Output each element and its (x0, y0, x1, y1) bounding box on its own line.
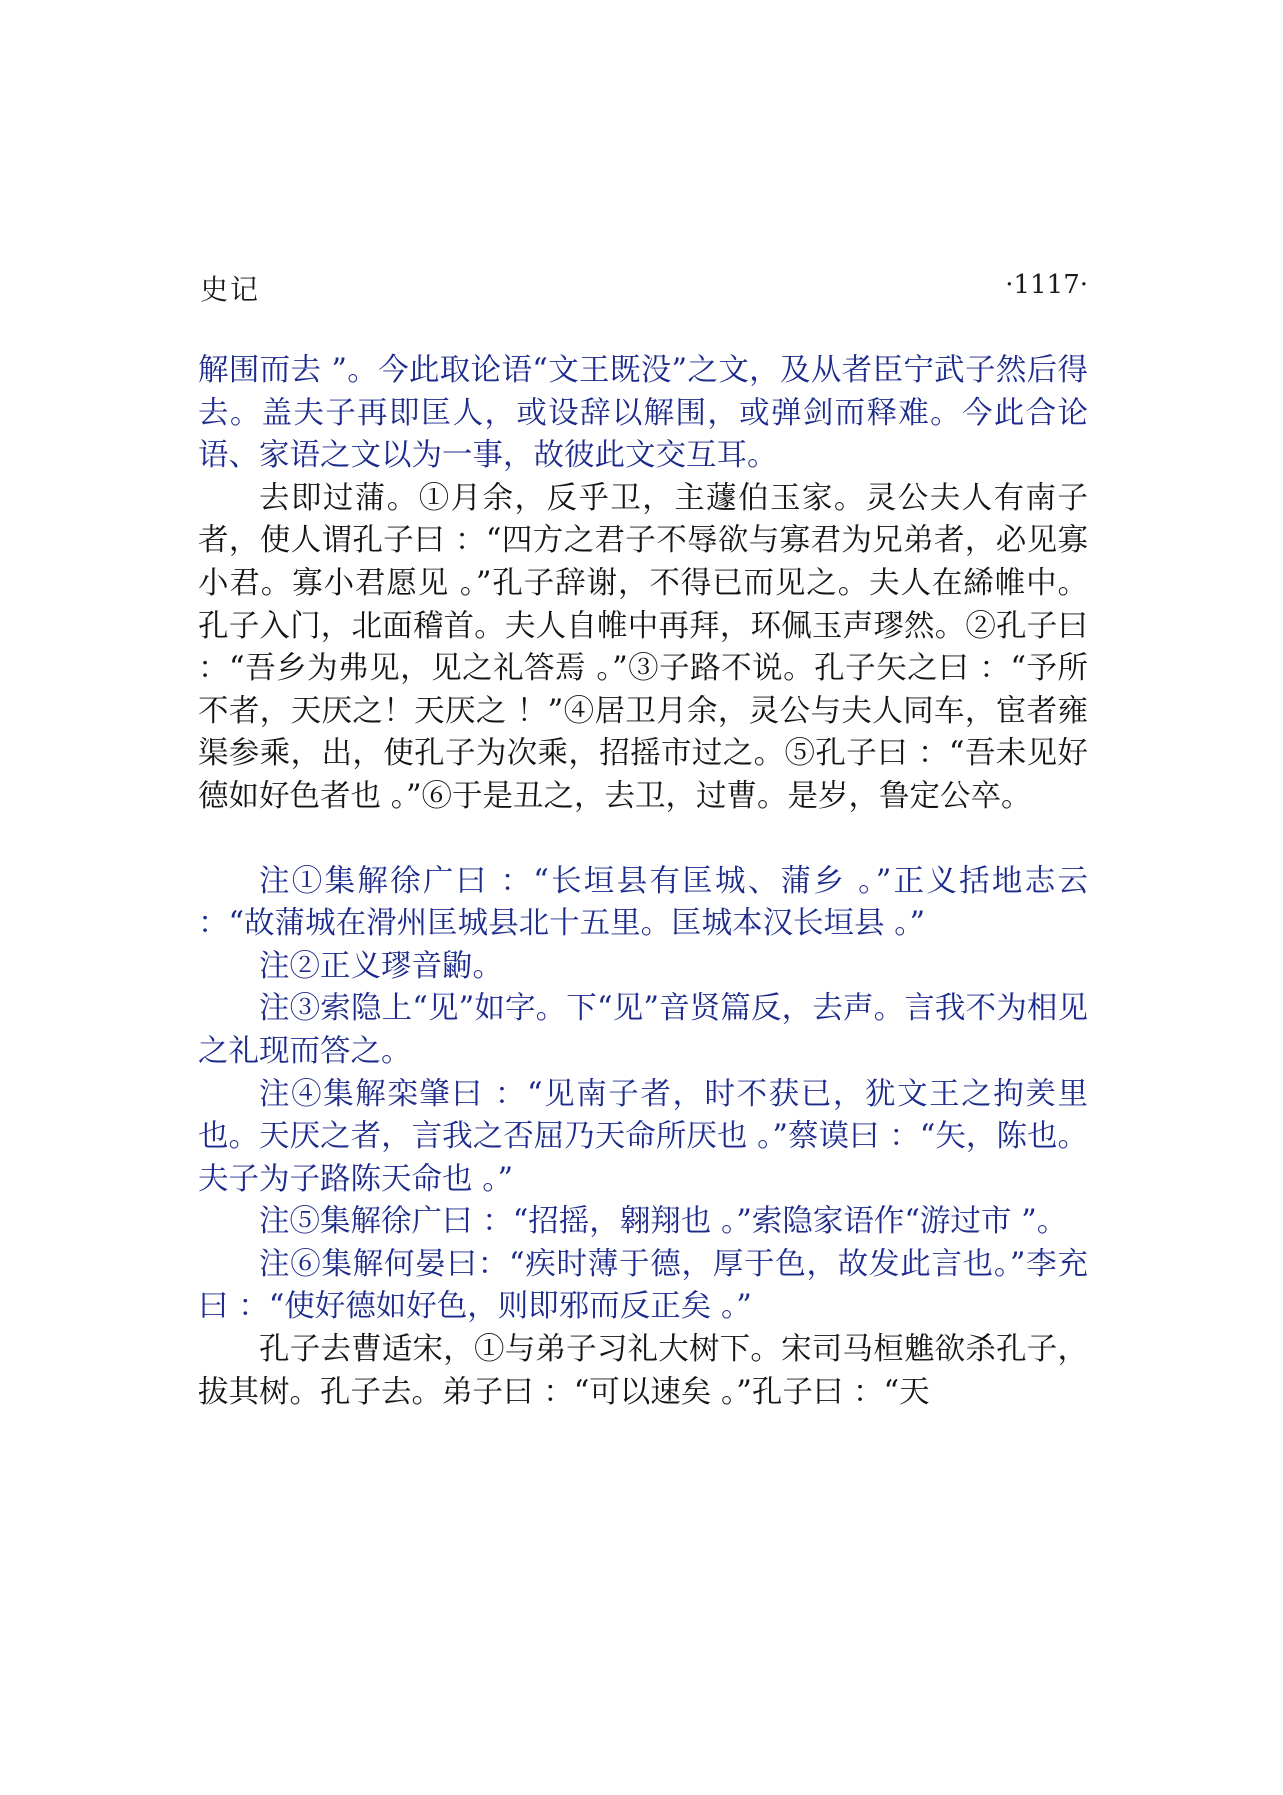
page-number: ·1117· (1005, 270, 1088, 300)
main-text-paragraph: 去即过蒲。①月余，反乎卫，主蘧伯玉家。灵公夫人有南子者，使人谓孔子曰 ：“四方之君子不辱欲与寡君为兄弟者，必见寡小君。寡小君愿见 。”孔子辞谢，不得已而见之。夫人在絺帷中。孔子入门，北面稽首。夫人自帷中再拜，环佩玉声璆然。②孔子曰 ：“吾乡为弗见，见之礼答焉 。”③子路不说。孔子矢之曰 ：“予所不者，天厌之！天厌之 ！”④居卫月余，灵公与夫人同车，宦者雍渠参乘，出，使孔子为次乘，招摇市过之。⑤孔子曰 ：“吾未见好德如好色者也 。”⑥于是丑之，去卫，过曹。是岁，鲁定公卒。 (198, 480, 1088, 814)
note-6: 注⑥集解何晏曰：“疾时薄于德，厚于色，故发此言也。”李充曰 ：“使好德如好色，则即邪而反正矣 。” (198, 1246, 1088, 1325)
book-page (198, 0, 1088, 1795)
book-title: 史记 (200, 273, 261, 306)
main-text-paragraph-2: 孔子去曹适宋，①与弟子习礼大树下。宋司马桓魋欲杀孔子，拔其树。孔子去。弟子曰 ：“可以速矣 。”孔子曰 ：“天 (198, 1332, 1088, 1410)
note-3: 注③索隐上“见”如字。下“见”音贤篇反，去声。言我不为相见之礼现而答之。 (198, 991, 1088, 1069)
note-1: 注①集解徐广曰 ：“长垣县有匡城、蒲乡 。”正义括地志云 ：“故蒲城在滑州匡城县北十五里。匡城本汉长垣县 。” (198, 863, 1088, 942)
note-5: 注⑤集解徐广曰 ：“招摇，翱翔也 。”索隐家语作“游过市 ”。 (259, 1204, 1068, 1240)
note-2: 注②正义璆音鼩。 (259, 948, 503, 984)
note-4: 注④集解栾肇曰 ：“见南子者，时不获已，犹文王之拘羑里也。天厌之者，言我之否屈乃天命所厌也 。”蔡谟曰 ：“矢，陈也。夫子为子路陈天命也 。” (198, 1076, 1088, 1197)
paragraph-gap (198, 819, 1088, 861)
page-header (198, 268, 1088, 308)
page-body (198, 350, 1088, 1414)
commentary-continuation: 解围而去 ”。今此取论语“文王既没”之文，及从者臣宁武子然后得去。盖夫子再即匡人，或设辞以解围，或弹剑而释难。今此合论语、家语之文以为一事，故彼此文交互耳。 (198, 353, 1088, 474)
